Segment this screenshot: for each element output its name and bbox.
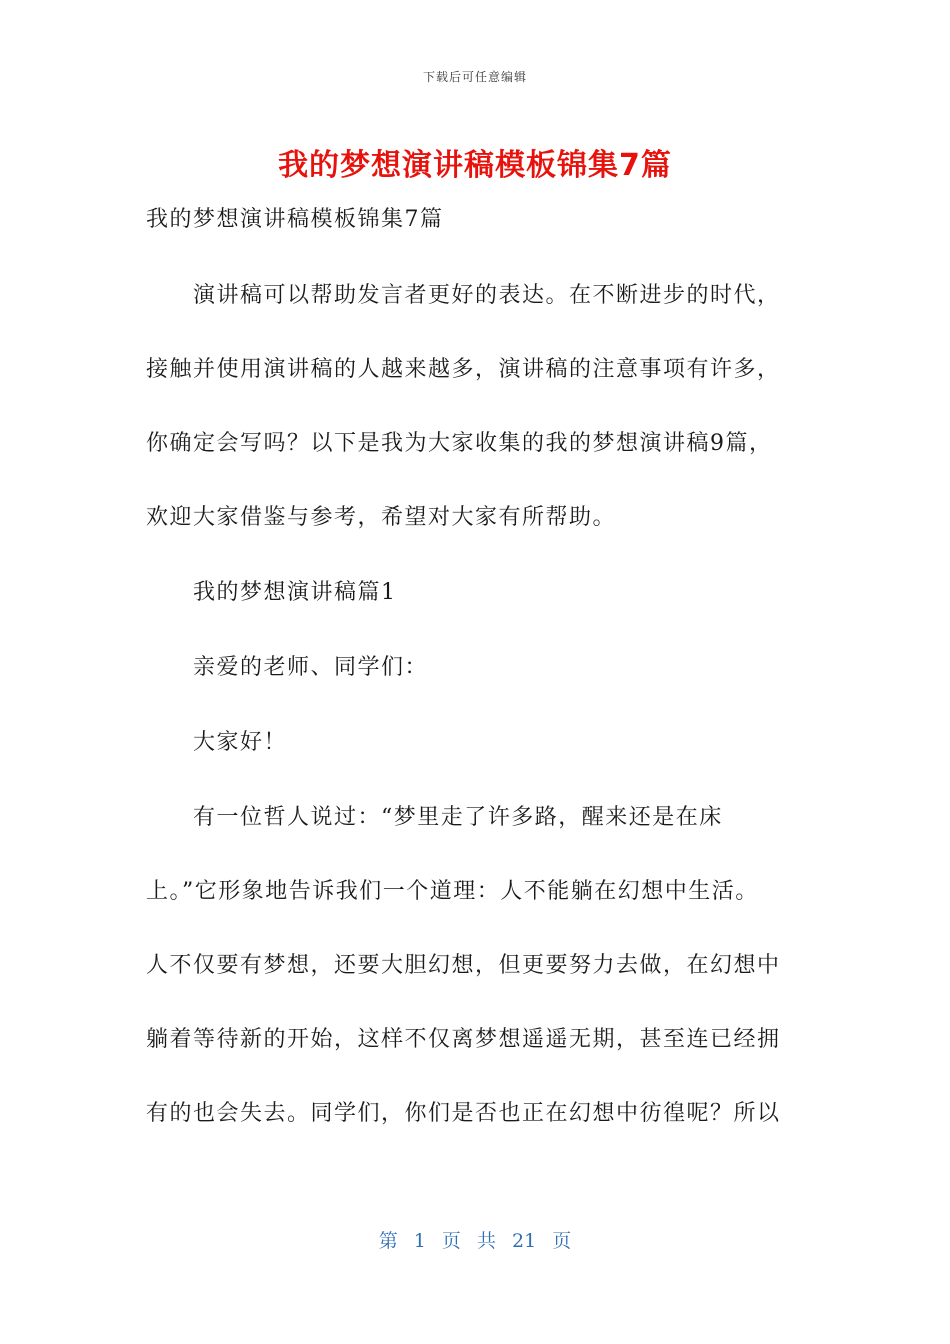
paragraph-line: 接触并使用演讲稿的人越来越多，演讲稿的注意事项有许多，: [146, 357, 781, 382]
paragraph-line: 有一位哲人说过：“梦里走了许多路，醒来还是在床: [146, 805, 723, 830]
greeting-line: 大家好！: [146, 730, 288, 755]
paragraph-line: 人不仅要有梦想，还要大胆幻想，但更要努力去做，在幻想中: [146, 953, 781, 978]
paragraph-line: 有的也会失去。同学们，你们是否也正在幻想中彷徨呢？所以: [146, 1101, 781, 1126]
section-heading: 我的梦想演讲稿篇1: [146, 580, 397, 605]
page-footer: 第 1 页 共 21 页: [378, 1230, 572, 1252]
document-title: 我的梦想演讲稿模板锦集7篇: [278, 148, 672, 183]
subtitle-line: 我的梦想演讲稿模板锦集7篇: [146, 207, 444, 232]
paragraph-line: 躺着等待新的开始，这样不仅离梦想遥遥无期，甚至连已经拥: [146, 1027, 781, 1052]
salutation-line: 亲爱的老师、同学们：: [146, 655, 429, 680]
header-note: 下载后可任意编辑: [422, 70, 527, 84]
paragraph-line: 上。”它形象地告诉我们一个道理：人不能躺在幻想中生活。: [146, 879, 759, 904]
paragraph-line: 演讲稿可以帮助发言者更好的表达。在不断进步的时代，: [146, 283, 781, 308]
paragraph-line: 欢迎大家借鉴与参考，希望对大家有所帮助。: [146, 505, 617, 530]
paragraph-line: 你确定会写吗？以下是我为大家收集的我的梦想演讲稿9篇，: [146, 431, 773, 456]
